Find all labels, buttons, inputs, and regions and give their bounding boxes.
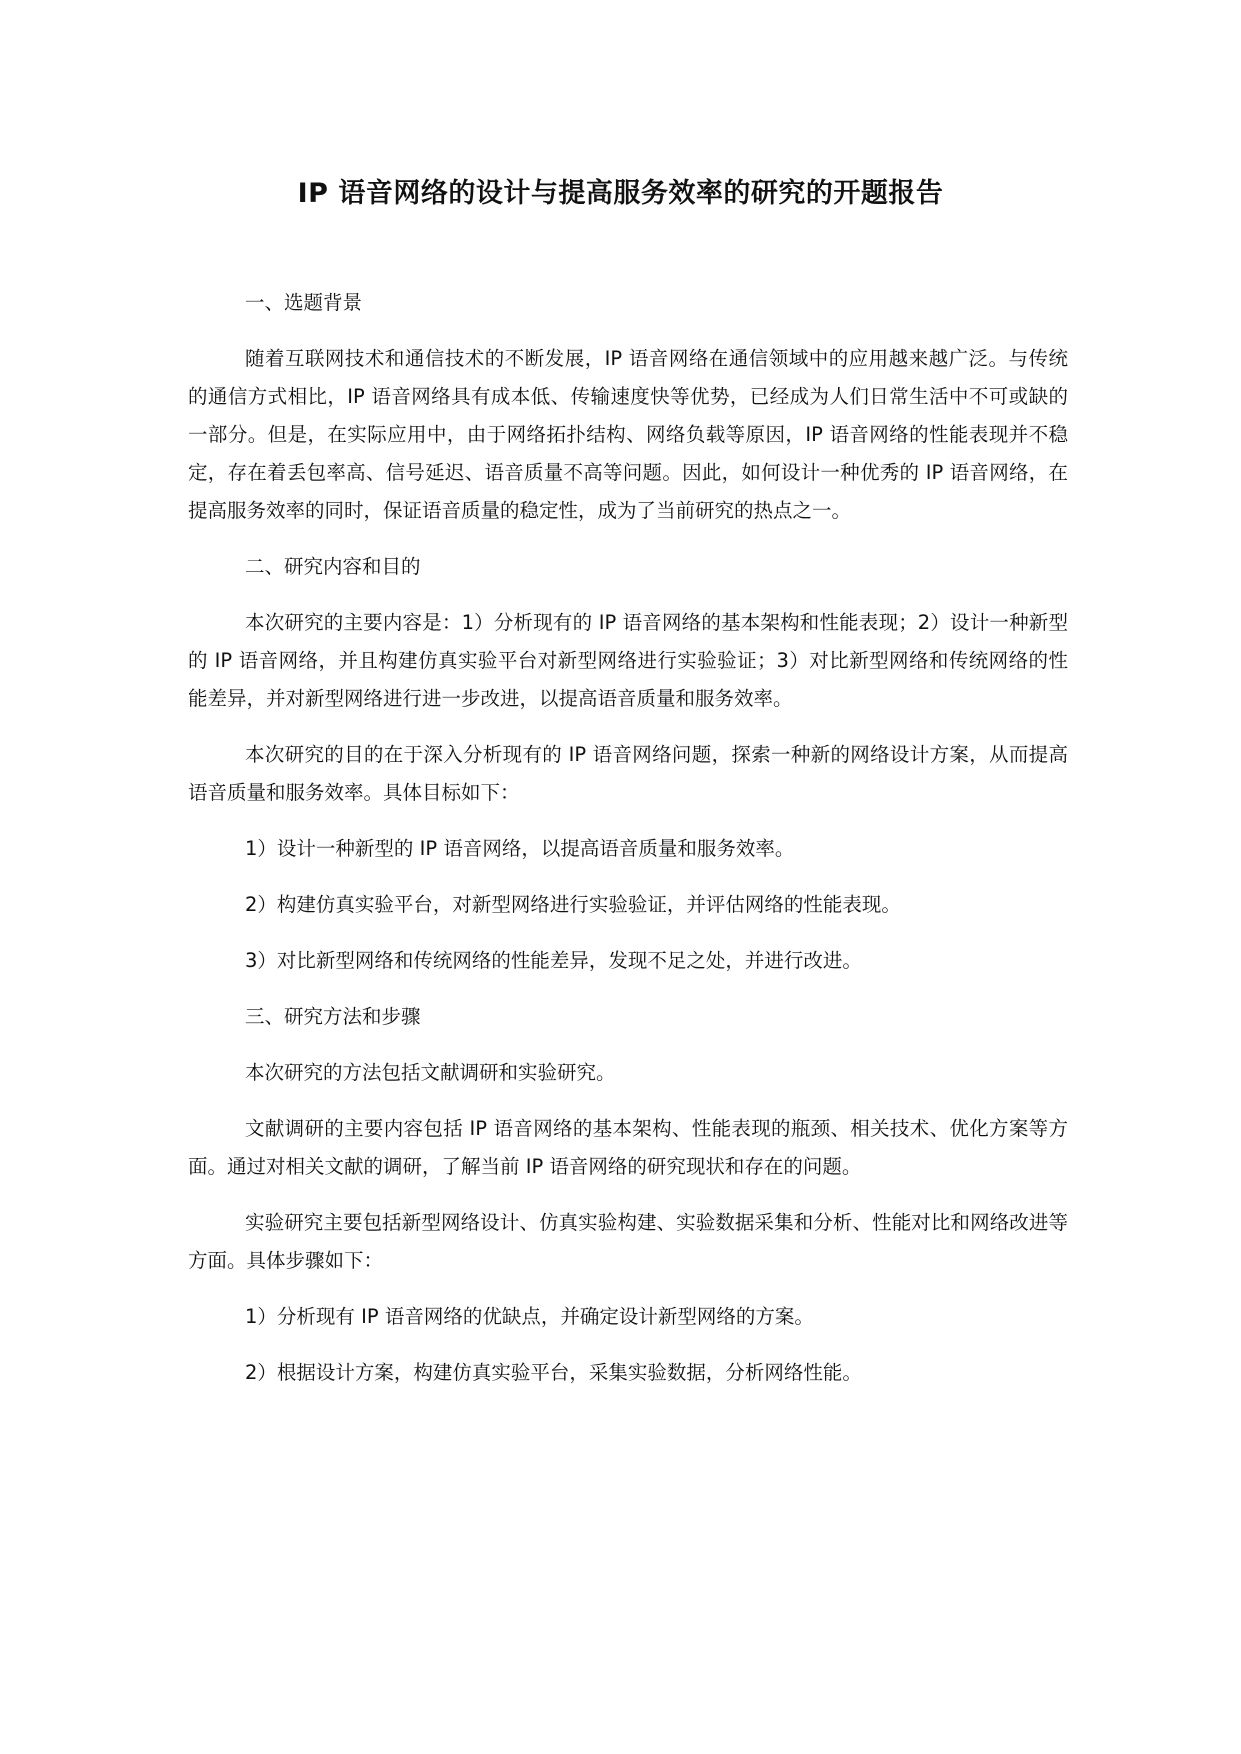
- document-body: [188, 284, 1068, 1410]
- section-heading-background: 一、选题背景: [245, 291, 363, 314]
- methods-paragraph: 本次研究的方法包括文献调研和实验研究。: [245, 1061, 616, 1084]
- document-title: IP 语音网络的设计与提高服务效率的研究的开题报告: [297, 178, 944, 209]
- section-heading-content-goals: 二、研究内容和目的: [245, 555, 421, 578]
- step-item: 2）根据设计方案，构建仿真实验平台，采集实验数据，分析网络性能。: [245, 1361, 862, 1384]
- step-item: 1）分析现有 IP 语音网络的优缺点，并确定设计新型网络的方案。: [245, 1305, 814, 1328]
- goal-item: 3）对比新型网络和传统网络的性能差异，发现不足之处，并进行改进。: [245, 949, 862, 972]
- content-paragraph: 本次研究的主要内容是：1）分析现有的 IP 语音网络的基本架构和性能表现；2）设计一种新型的 IP 语音网络，并且构建仿真实验平台对新型网络进行实验验证；3）对比新型网络和传统网络的性能差异，并对新型网络进行进一步改进，以提高语音质量和服务效率。: [188, 611, 1068, 710]
- background-paragraph: 随着互联网技术和通信技术的不断发展，IP 语音网络在通信领域中的应用越来越广泛。与传统的通信方式相比，IP 语音网络具有成本低、传输速度快等优势，已经成为人们日常生活中不可或缺的一部分。但是，在实际应用中，由于网络拓扑结构、网络负载等原因，IP 语音网络的性能表现并不稳定，存在着丢包率高、信号延迟、语音质量不高等问题。因此，如何设计一种优秀的 IP 语音网络，在提高服务效率的同时，保证语音质量的稳定性，成为了当前研究的热点之一。: [188, 347, 1068, 522]
- goal-item: 1）设计一种新型的 IP 语音网络，以提高语音质量和服务效率。: [245, 837, 795, 860]
- experiment-paragraph: 实验研究主要包括新型网络设计、仿真实验构建、实验数据采集和分析、性能对比和网络改进等方面。具体步骤如下：: [188, 1211, 1068, 1272]
- goal-item: 2）构建仿真实验平台，对新型网络进行实验验证，并评估网络的性能表现。: [245, 893, 901, 916]
- goals-intro-paragraph: 本次研究的目的在于深入分析现有的 IP 语音网络问题，探索一种新的网络设计方案，从而提高语音质量和服务效率。具体目标如下：: [188, 743, 1068, 804]
- section-heading-methods: 三、研究方法和步骤: [245, 1005, 421, 1028]
- literature-paragraph: 文献调研的主要内容包括 IP 语音网络的基本架构、性能表现的瓶颈、相关技术、优化方案等方面。通过对相关文献的调研，了解当前 IP 语音网络的研究现状和存在的问题。: [188, 1117, 1068, 1178]
